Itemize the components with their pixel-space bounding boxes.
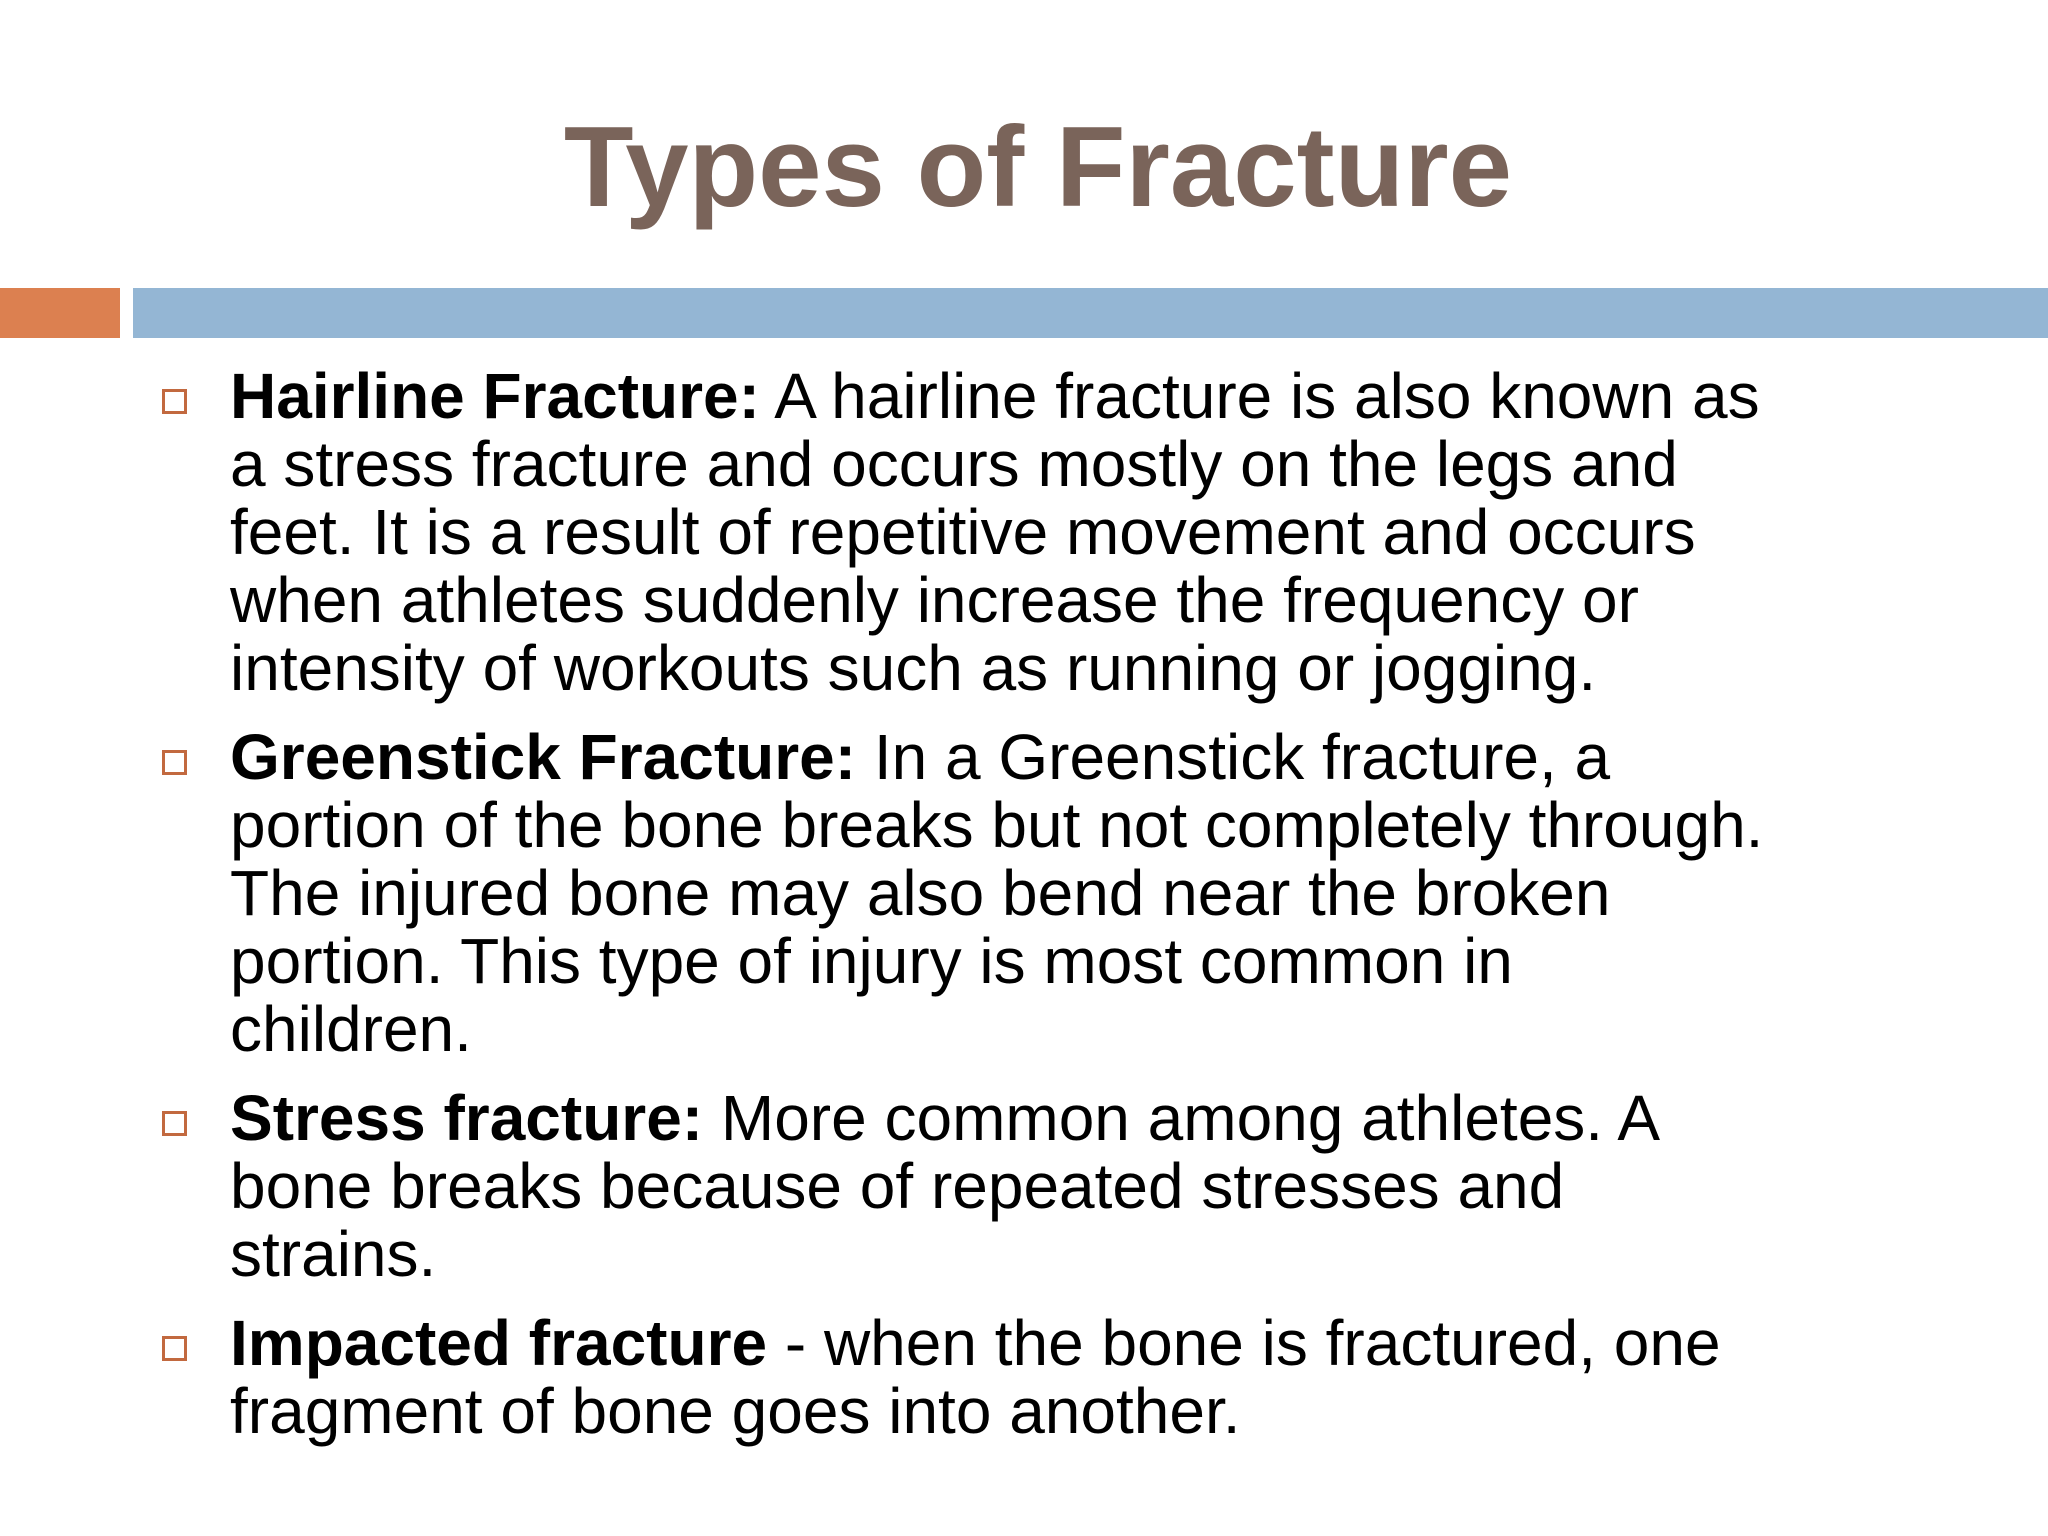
- bullet-term: Stress fracture:: [230, 1082, 704, 1154]
- bullet-description: A hairline fracture is also known as a stress fracture and occurs mostly on the legs and feet. It is a result of repetitive movement and occurs when athletes suddenly increase the frequency or intensity of workouts such as running or jogging.: [230, 360, 1760, 704]
- bullet-text: [230, 1309, 1930, 1445]
- bullet-description: - when the bone is fractured, one fragment of bone goes into another.: [230, 1307, 1721, 1447]
- hollow-square-bullet-icon: [162, 389, 187, 414]
- bullet-text: [230, 362, 1930, 702]
- hollow-square-bullet-icon: [162, 750, 187, 775]
- hollow-square-bullet-icon: [162, 1336, 187, 1361]
- bullet-term: Hairline Fracture:: [230, 360, 760, 432]
- bullet-term: Impacted fracture: [230, 1307, 768, 1379]
- bullet-description: In a Greenstick fracture, a portion of the bone breaks but not completely through. The injured bone may also bend near the broken portion. This type of injury is most common in children.: [230, 721, 1764, 1065]
- slide-title: Types of Fracture: [563, 104, 1513, 231]
- hollow-square-bullet-icon: [162, 1111, 187, 1136]
- bullet-term: Greenstick Fracture:: [230, 721, 857, 793]
- bullet-text: [230, 723, 1930, 1063]
- bullet-description: More common among athletes. A bone breaks because of repeated stresses and strains.: [230, 1082, 1660, 1290]
- bullet-text: [230, 1084, 1930, 1288]
